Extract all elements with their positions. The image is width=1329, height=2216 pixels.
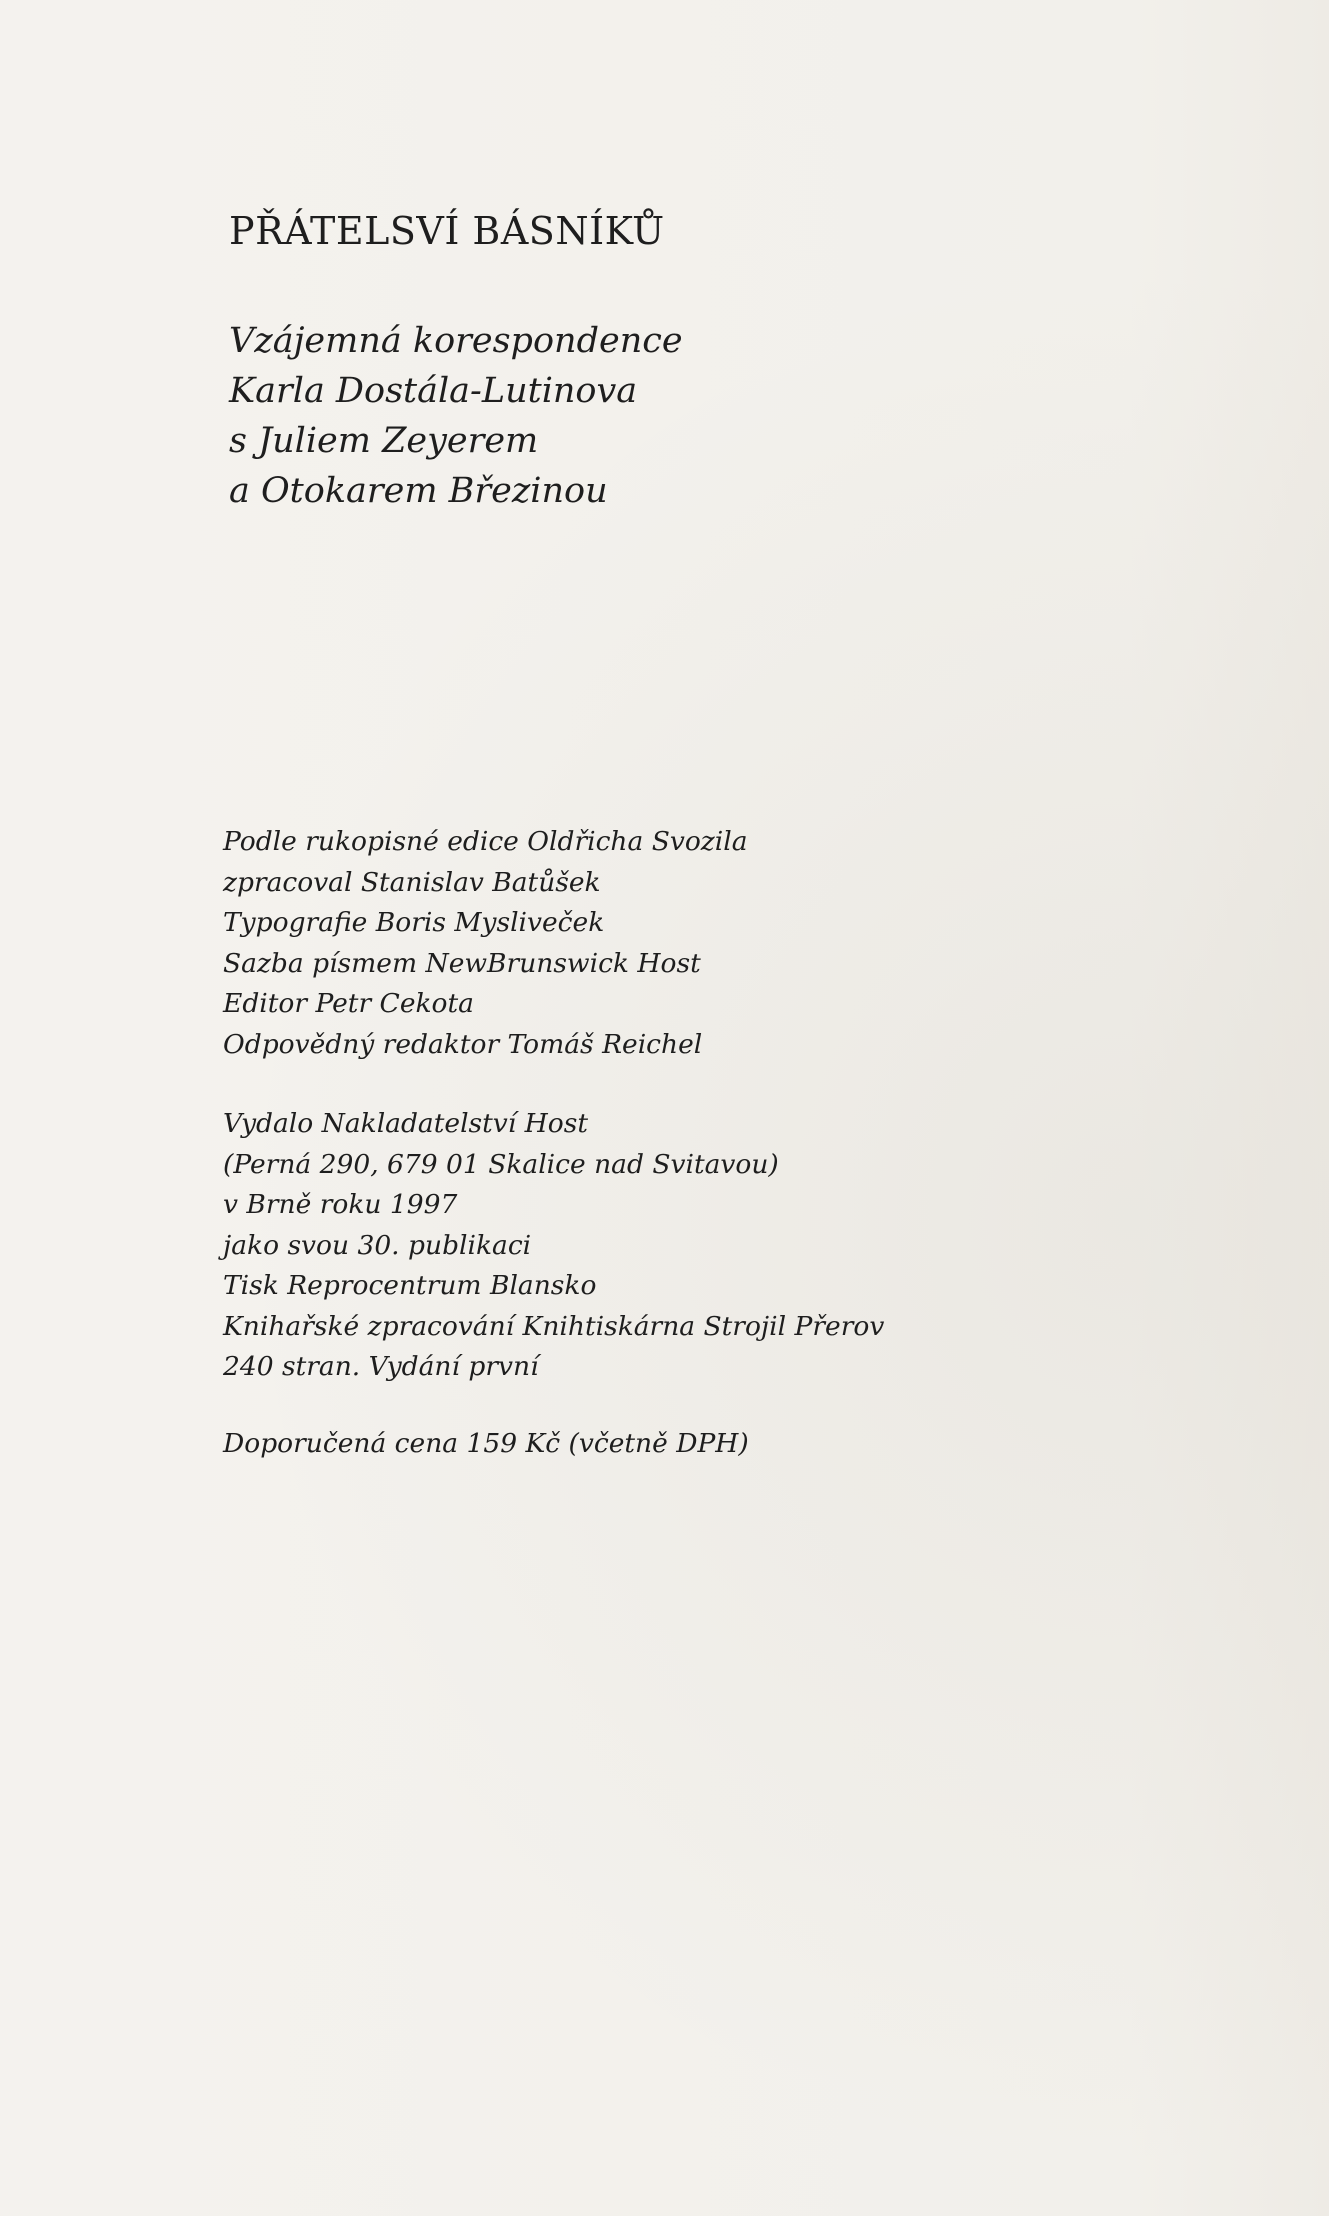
subtitle-line: s Juliem Zeyerem xyxy=(229,421,539,461)
imprint-line: Knihařské zpracování Knihtiskárna Strojil Přerov xyxy=(223,1310,885,1342)
credit-line: Editor Petr Cekota xyxy=(223,988,474,1019)
credit-line: Typografie Boris Mysliveček xyxy=(223,907,605,938)
subtitle-line: a Otokarem Březinou xyxy=(229,471,608,511)
book-subtitle xyxy=(229,316,683,516)
imprint-line: v Brně roku 1997 xyxy=(223,1189,458,1220)
imprint-line: jako svou 30. publikaci xyxy=(223,1229,532,1261)
imprint-line: Vydalo Nakladatelství Host xyxy=(223,1108,588,1139)
book-title: PŘÁTELSVÍ BÁSNÍKŮ xyxy=(229,209,665,253)
credit-line: Sazba písmem NewBrunswick Host xyxy=(223,947,701,979)
credits-block xyxy=(223,822,748,1065)
credit-line: Odpovědný redaktor Tomáš Reichel xyxy=(223,1028,703,1060)
imprint-line: 240 stran. Vydání první xyxy=(223,1351,539,1382)
price-line: Doporučená cena 159 Kč (včetně DPH) xyxy=(223,1428,749,1459)
imprint-block xyxy=(223,1104,884,1388)
imprint-line: (Perná 290, 679 01 Skalice nad Svitavou) xyxy=(223,1148,779,1180)
credit-line: Podle rukopisné edice Oldřicha Svozila xyxy=(223,826,748,857)
credit-line: zpracoval Stanislav Batůšek xyxy=(223,866,601,898)
subtitle-line: Vzájemná korespondence xyxy=(229,321,683,361)
subtitle-line: Karla Dostála-Lutinova xyxy=(229,371,638,411)
imprint-line: Tisk Reprocentrum Blansko xyxy=(223,1270,597,1301)
